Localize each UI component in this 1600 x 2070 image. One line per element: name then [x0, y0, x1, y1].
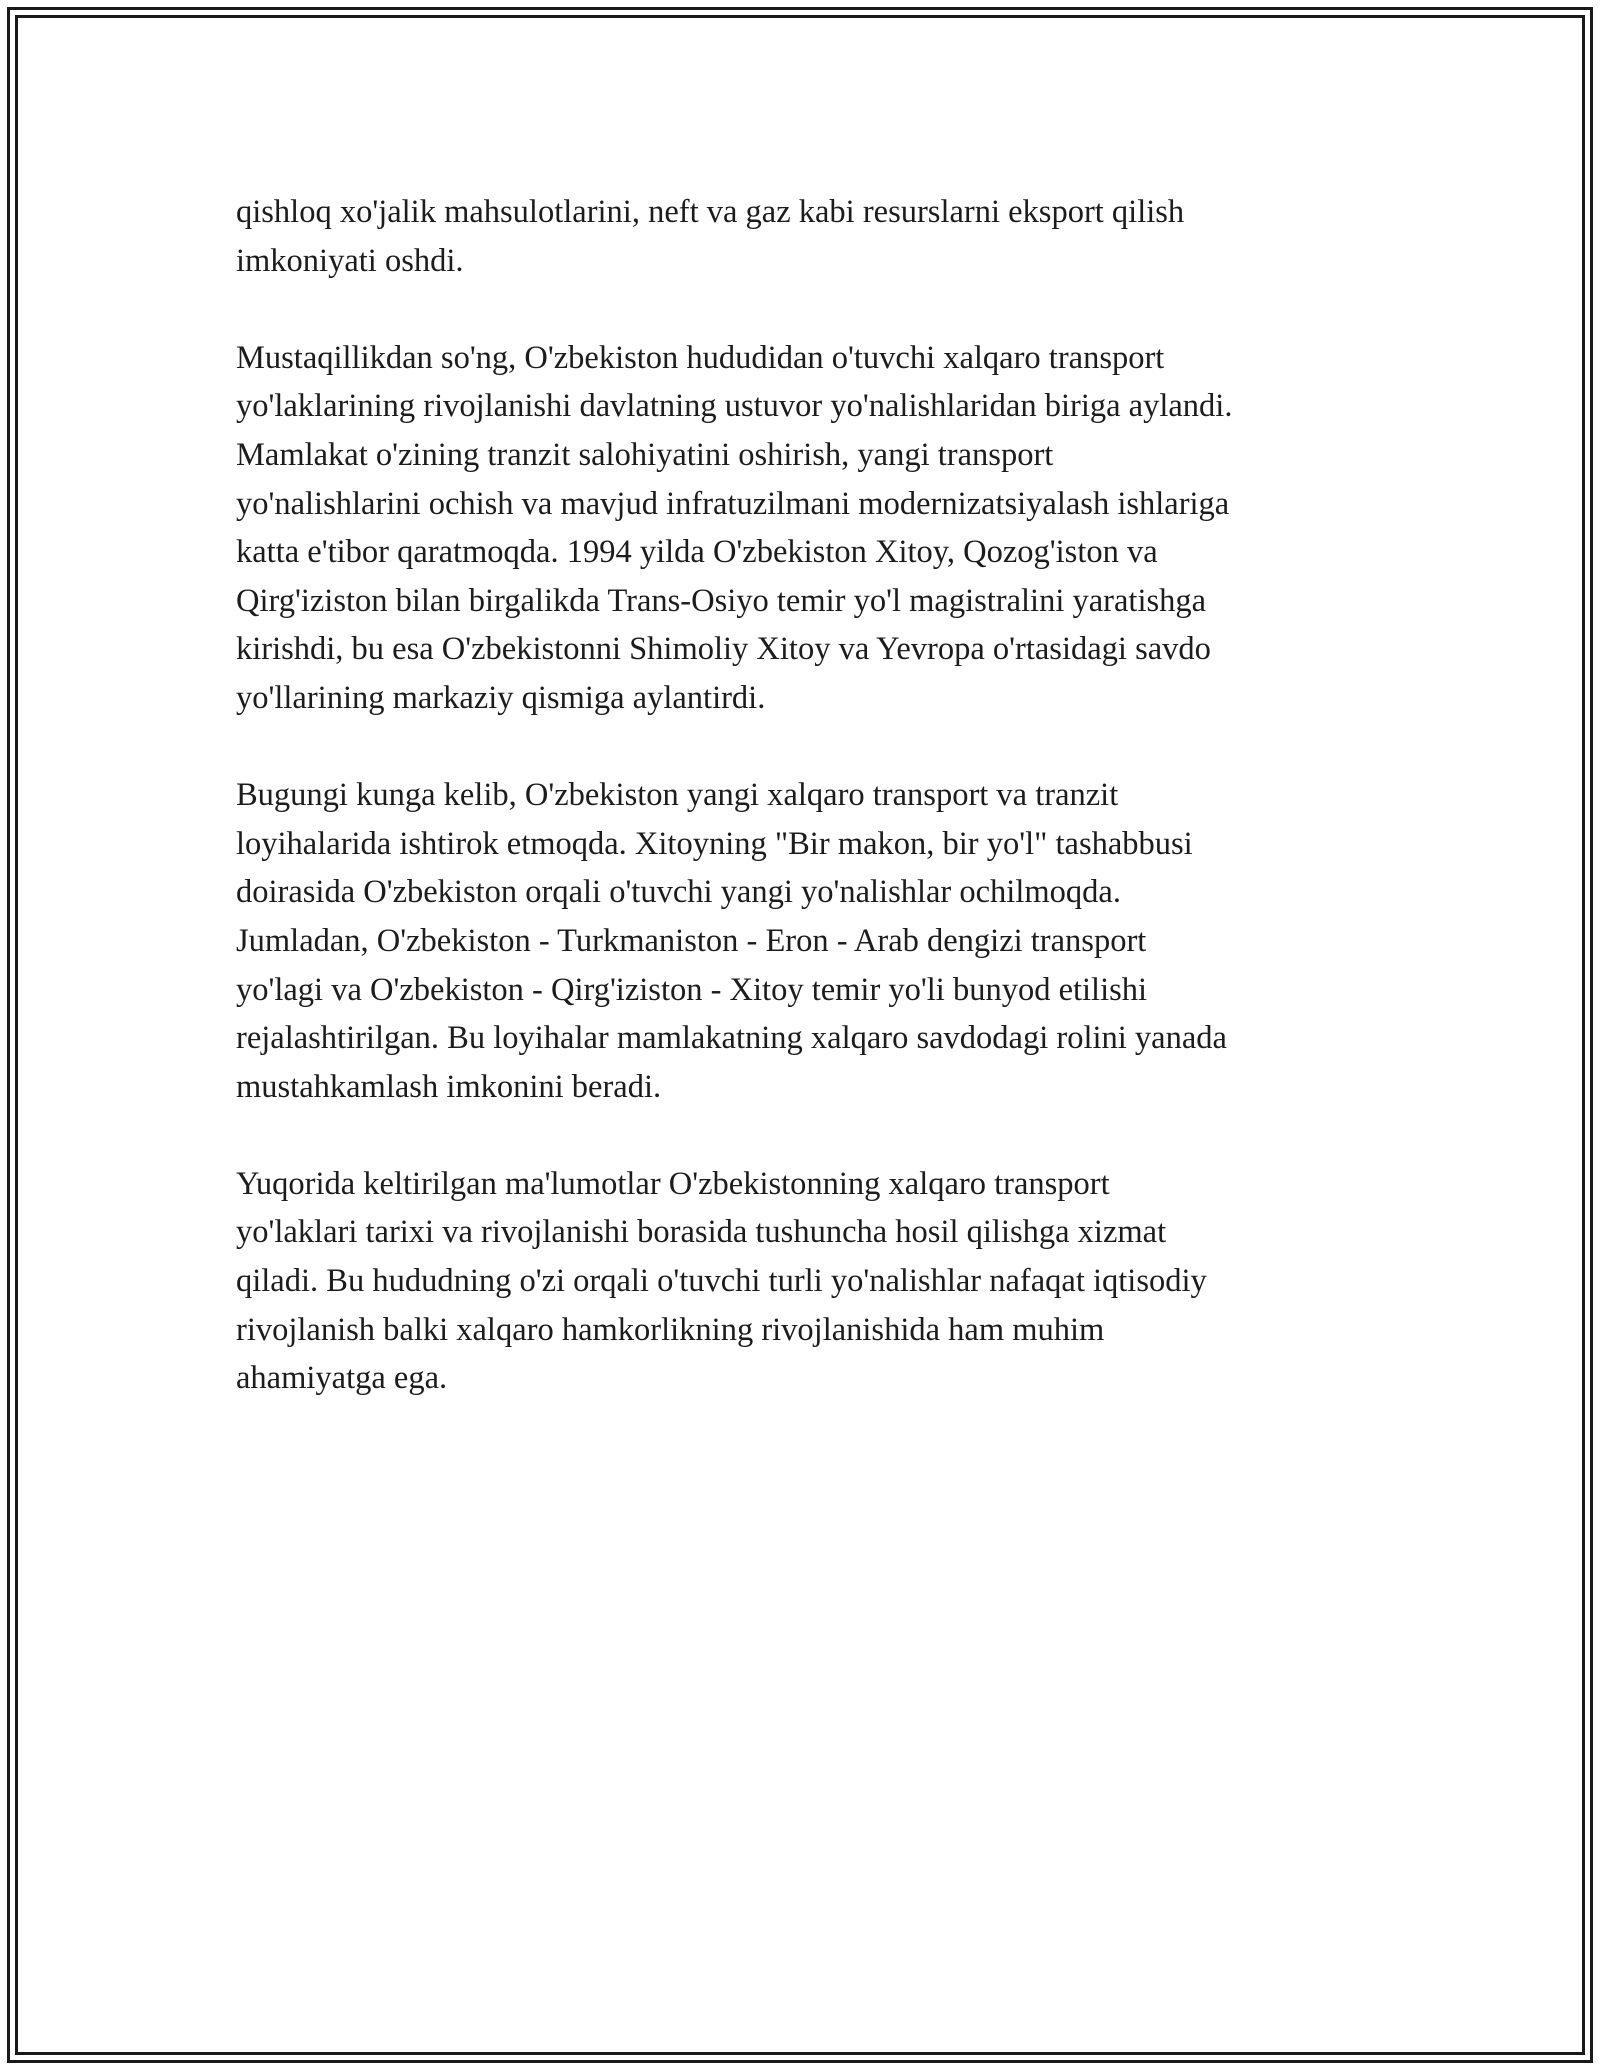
- text-line: Qirg'iziston bilan birgalikda Trans-Osiyo temir yo'l magistralini yaratishga: [236, 582, 1207, 619]
- text-line: imkoniyati oshdi.: [236, 242, 464, 279]
- text-line: qishloq xo'jalik mahsulotlarini, neft va gaz kabi resurslarni eksport qilish: [236, 194, 1185, 230]
- text-line: qiladi. Bu hududning o'zi orqali o'tuvchi turli yo'nalishlar nafaqat iqtisodiy: [236, 1263, 1207, 1300]
- text-line: loyihalarida ishtirok etmoqda. Xitoyning "Bir makon, bir yo'l" tashabbusi: [236, 825, 1193, 862]
- paragraph-current-projects: [236, 771, 1376, 1111]
- text-line: yo'laklari tarixi va rivojlanishi borasida tushuncha hosil qilishga xizmat: [236, 1214, 1167, 1251]
- text-line: rejalashtirilgan. Bu loyihalar mamlakatning xalqaro savdodagi rolini yanada: [236, 1020, 1227, 1057]
- text-line: ahamiyatga ega.: [236, 1360, 448, 1397]
- text-line: yo'llarining markaziy qismiga aylantirdi.: [236, 679, 766, 716]
- text-line: yo'nalishlarini ochish va mavjud infratuzilmani modernizatsiyalash ishlariga: [236, 485, 1230, 522]
- text-line: rivojlanish balki xalqaro hamkorlikning rivojlanishida ham muhim: [236, 1311, 1105, 1348]
- text-line: kirishdi, bu esa O'zbekistonni Shimoliy Xitoy va Yevropa o'rtasidagi savdo: [236, 631, 1211, 668]
- text-line: Yuqorida keltirilgan ma'lumotlar O'zbekistonning xalqaro transport: [236, 1165, 1110, 1202]
- text-line: yo'lagi va O'zbekiston - Qirg'iziston - Xitoy temir yo'li bunyod etilishi: [236, 971, 1148, 1008]
- text-line: Mustaqillikdan so'ng, O'zbekiston hududidan o'tuvchi xalqaro transport: [236, 339, 1165, 376]
- text-line: Bugungi kunga kelib, O'zbekiston yangi xalqaro transport va tranzit: [236, 777, 1119, 814]
- paragraph-export: [236, 188, 1376, 285]
- text-line: katta e'tibor qaratmoqda. 1994 yilda O'zbekiston Xitoy, Qozog'iston va: [236, 534, 1158, 571]
- text-line: doirasida O'zbekiston orqali o'tuvchi yangi yo'nalishlar ochilmoqda.: [236, 874, 1121, 911]
- text-line: yo'laklarining rivojlanishi davlatning ustuvor yo'nalishlaridan biriga aylandi.: [236, 388, 1233, 425]
- document-body: [236, 188, 1376, 1451]
- text-line: mustahkamlash imkonini beradi.: [236, 1068, 662, 1105]
- paragraph-independence: [236, 334, 1376, 723]
- text-line: Jumladan, O'zbekiston - Turkmaniston - Eron - Arab dengizi transport: [236, 922, 1147, 959]
- paragraph-conclusion: [236, 1160, 1376, 1403]
- text-line: Mamlakat o'zining tranzit salohiyatini oshirish, yangi transport: [236, 436, 1054, 473]
